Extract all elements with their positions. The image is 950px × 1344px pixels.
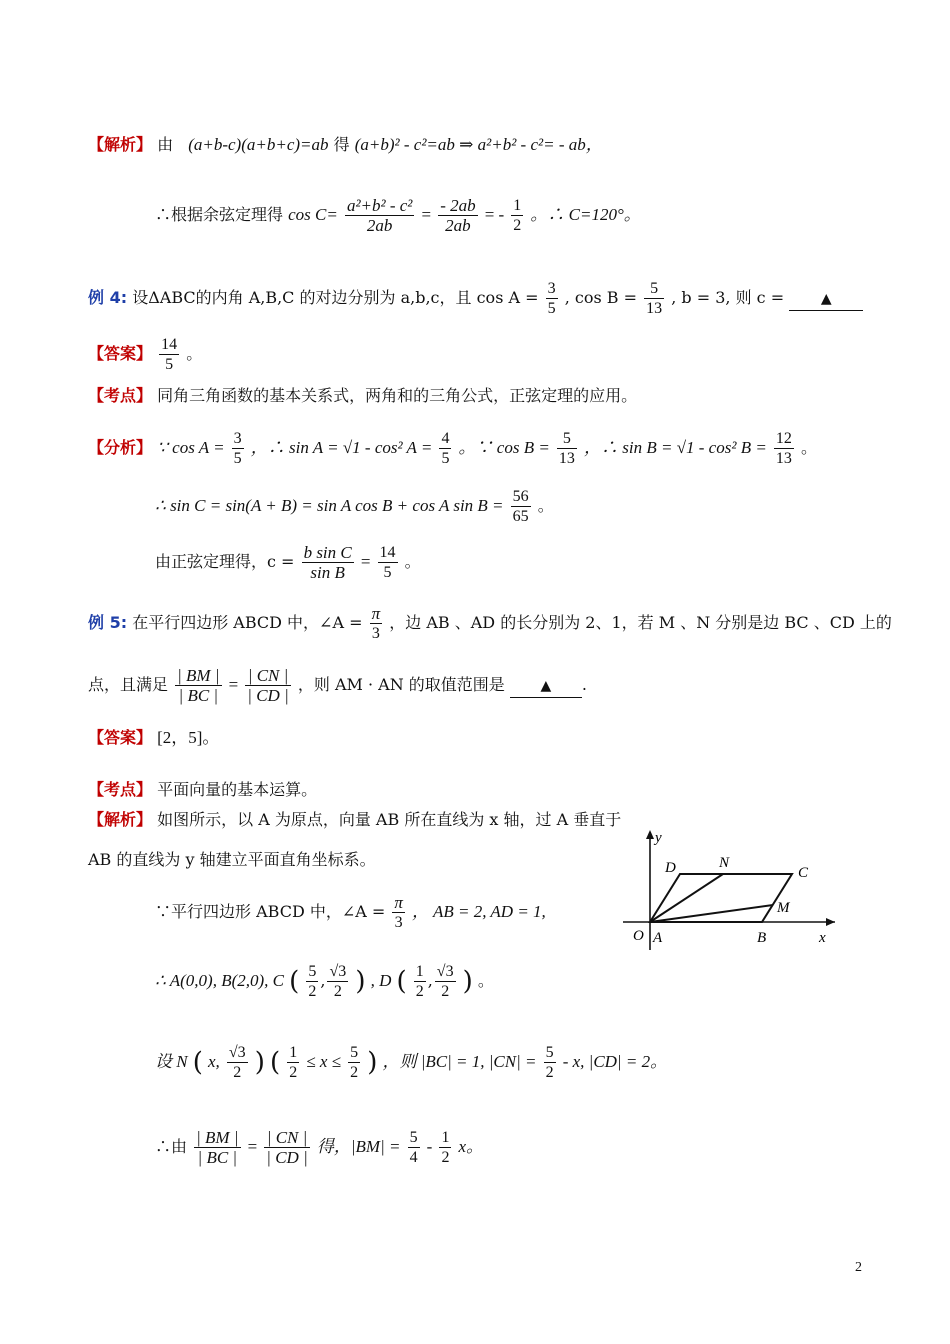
fraction-denominator: 5 xyxy=(233,450,242,467)
analysis-tag: 【解析】 xyxy=(88,810,153,829)
fraction-denominator: | CD | xyxy=(266,1148,308,1167)
ex4-f1-d: ，∴ sin B = √1 - cos² B = xyxy=(584,438,767,457)
fraction-numerator: | BM | xyxy=(196,1128,239,1147)
fraction xyxy=(774,429,794,468)
minus-sign: - xyxy=(426,1137,433,1156)
label-m: M xyxy=(777,900,790,916)
fraction-denominator: 2 xyxy=(545,1064,554,1081)
fraction-numerator: 14 xyxy=(161,336,178,353)
answer-blank: ▲ xyxy=(510,675,582,698)
fraction-numerator: 1 xyxy=(441,1129,450,1146)
ex5-sol-l4c: 。 xyxy=(477,971,494,990)
label-d: D xyxy=(665,860,676,876)
parallelogram-figure xyxy=(615,822,845,957)
fraction xyxy=(392,893,405,932)
ex5-label: 例 5: xyxy=(88,613,128,632)
ex4-f1-a: ∵ cos A = xyxy=(157,438,225,457)
answer-tail: 。 xyxy=(186,344,203,363)
ex4-f1-c: 。∵ cos B = xyxy=(458,438,550,457)
fraction-denominator: 2 xyxy=(415,983,424,1000)
fraction-numerator: | CN | xyxy=(264,1128,309,1148)
paren-open: ( xyxy=(396,966,407,997)
fraction-numerator: π xyxy=(394,893,403,912)
fraction xyxy=(408,1128,420,1167)
fraction-numerator: 12 xyxy=(775,430,792,447)
ex5-sol-l5a: 设 N xyxy=(155,1052,188,1071)
fraction-denominator: 2 xyxy=(289,1064,298,1081)
fraction-denominator: 13 xyxy=(558,450,575,467)
ex5-text2: ，边 AB 、AD 的长分别为 2、1，若 M 、N 分别是边 BC 、CD 上的 xyxy=(389,613,892,632)
fraction xyxy=(378,543,398,582)
fraction xyxy=(439,429,451,468)
ex4-f1-b: ，∴ sin A = √1 - cos² A = xyxy=(250,438,433,457)
ex5-sol-l5c: - x, |CD| = 2。 xyxy=(562,1052,668,1071)
y-axis-arrow xyxy=(646,830,654,839)
ex5-sol-l4b: , D xyxy=(370,971,392,990)
point-text: 同角三角函数的基本关系式，两角和的三角公式，正弦定理的应用。 xyxy=(157,386,638,405)
fraction xyxy=(306,962,318,1001)
answer-value: [2，5]。 xyxy=(157,728,220,747)
fraction-numerator: 5 xyxy=(350,1044,359,1061)
fraction-denominator: 2ab xyxy=(445,216,471,235)
fraction xyxy=(232,429,244,468)
paren-close: ) xyxy=(254,1047,265,1078)
ex4-analysis-line1 xyxy=(88,429,817,468)
ex3-solution-line1 xyxy=(88,134,603,156)
ex4-f2-a: ∴ sin C = sin(A + B) = sin A cos B + cos A sin B = xyxy=(155,496,504,515)
fraction-numerator: 1 xyxy=(415,963,424,980)
ex5-text4: ，则 AM · AN 的取值范围是 xyxy=(297,675,505,694)
ex5-sol-l5-x: x, xyxy=(207,1052,220,1071)
fraction-denominator: 2 xyxy=(441,983,450,1000)
fraction xyxy=(245,666,290,705)
ex4-f1-e: 。 xyxy=(801,438,818,457)
fraction xyxy=(194,1128,240,1167)
fraction xyxy=(511,487,531,526)
segment-am xyxy=(650,905,773,922)
fenxi-tag: 【分析】 xyxy=(88,438,153,457)
fraction-numerator: √3 xyxy=(436,963,454,980)
ex4-label: 例 4: xyxy=(88,288,128,307)
ex3-l1-expr1: (a+b-c)(a+b+c)=ab xyxy=(188,135,329,154)
paren-close: ) xyxy=(462,966,473,997)
ex4-f2-tail: 。 xyxy=(537,496,554,515)
ex5-sol-l4a: ∴ A(0,0), B(2,0), C xyxy=(155,971,285,990)
fraction-numerator: a²+b² - c² xyxy=(346,196,413,215)
fraction-numerator: 3 xyxy=(233,430,242,447)
fraction-numerator: 1 xyxy=(513,197,522,214)
ex4-text2: , cos B = xyxy=(564,288,638,307)
point-text: 平面向量的基本运算。 xyxy=(157,780,318,799)
fraction-numerator: 5 xyxy=(644,279,664,299)
fraction-denominator: 3 xyxy=(394,914,403,931)
fraction xyxy=(370,604,383,643)
fraction-denominator: 2 xyxy=(308,983,317,1000)
ex3-l1-expr2: (a+b)² - c²=ab ⇒ a²+b² - c²= - ab， xyxy=(354,135,603,154)
fraction-denominator: | CD | xyxy=(247,686,289,705)
ex4-f3-tail: 。 xyxy=(404,552,421,571)
equals-minus: = - xyxy=(484,205,505,224)
ex5-sol-l6a: ∴由 xyxy=(155,1137,188,1156)
fraction xyxy=(348,1043,360,1082)
fraction-denominator: 5 xyxy=(383,564,392,581)
fraction xyxy=(511,196,523,235)
fraction xyxy=(439,1128,451,1167)
fraction-denominator: 3 xyxy=(371,625,380,642)
answer-tag: 【答案】 xyxy=(88,728,153,747)
label-o: O xyxy=(633,928,644,944)
ex4-answer xyxy=(88,335,202,374)
fraction-numerator: 5 xyxy=(308,963,317,980)
equals-sign: = xyxy=(228,675,239,694)
fraction-denominator: | BC | xyxy=(178,686,219,705)
ex4-text1: 设ΔABC的内角 A,B,C 的对边分别为 a,b,c，且 cos A = xyxy=(132,288,539,307)
fraction-denominator: sin B xyxy=(310,563,345,582)
fraction-denominator: 2 xyxy=(350,1064,359,1081)
fraction-numerator: 5 xyxy=(545,1044,554,1061)
ex3-l1-mid: 得 xyxy=(333,135,350,154)
ex5-sol-l5-mid: ≤ x ≤ xyxy=(306,1052,342,1071)
label-b: B xyxy=(757,930,767,946)
label-y: y xyxy=(655,830,662,846)
ex5-sol-l6b: 得，|BM| = xyxy=(316,1137,401,1156)
ex5-sol-l6c: x。 xyxy=(458,1137,484,1156)
fraction xyxy=(264,1128,309,1167)
ex5-text1: 在平行四边形 ABCD 中，∠A = xyxy=(132,613,363,632)
fraction xyxy=(159,335,179,374)
ex5-question-line2 xyxy=(88,666,587,705)
fraction-denominator: 5 xyxy=(547,300,556,317)
fraction xyxy=(227,1043,248,1082)
answer-blank: ▲ xyxy=(789,288,863,311)
fraction xyxy=(438,196,477,235)
ex3-l1-prefix: 由 xyxy=(157,135,174,154)
answer-tag: 【答案】 xyxy=(88,344,153,363)
ex3-solution-line2 xyxy=(155,196,641,235)
ex5-sol-l3b: ， AB = 2, AD = 1, xyxy=(412,902,546,921)
fraction-numerator: 3 xyxy=(547,280,556,297)
fraction-denominator: 5 xyxy=(441,450,450,467)
label-a: A xyxy=(653,930,663,946)
paren-close: ) xyxy=(367,1047,378,1078)
fraction xyxy=(546,279,558,318)
segment-an xyxy=(650,874,723,922)
fraction-denominator: 13 xyxy=(646,300,663,317)
ex5-text3: 点，且满足 xyxy=(88,675,169,694)
fraction-denominator: 5 xyxy=(165,356,174,373)
paren-open: ( xyxy=(192,1047,203,1078)
ex5-sol-l5b: ，则 |BC| = 1, |CN| = xyxy=(382,1052,537,1071)
fraction xyxy=(175,666,221,705)
label-x: x xyxy=(819,930,826,946)
fraction xyxy=(435,962,456,1001)
analysis-tag: 【解析】 xyxy=(88,135,153,154)
fraction-numerator: | BM | xyxy=(177,666,220,685)
label-c: C xyxy=(798,865,809,881)
ex4-question xyxy=(88,279,863,318)
fraction-numerator: √3 xyxy=(329,963,347,980)
x-axis-arrow xyxy=(826,918,835,926)
ex5-sol-l2: AB 的直线为 y 轴建立平面直角坐标系。 xyxy=(88,850,376,869)
fraction-denominator: 2ab xyxy=(366,216,393,235)
fraction xyxy=(644,279,664,318)
fraction-numerator: - 2ab xyxy=(440,196,476,215)
fraction-denominator: | BC | xyxy=(197,1148,238,1167)
ex5-sol-l1: 如图所示，以 A 为原点，向量 AB 所在直线为 x 轴，过 A 垂直于 xyxy=(157,810,622,829)
ex5-solution-line3 xyxy=(155,893,546,932)
ex5-solution-line6 xyxy=(155,1128,483,1167)
fraction-denominator: 2 xyxy=(513,217,522,234)
ex4-f3-a: 由正弦定理得，c = xyxy=(155,552,295,571)
fraction-denominator: 4 xyxy=(409,1149,418,1166)
paren-open: ( xyxy=(289,966,300,997)
ex5-solution-line2 xyxy=(88,849,376,871)
fraction xyxy=(327,962,348,1001)
fraction xyxy=(287,1043,299,1082)
fraction-numerator: 4 xyxy=(441,430,450,447)
fraction-denominator: 13 xyxy=(775,450,792,467)
equals-sign: = xyxy=(360,552,371,571)
fraction xyxy=(345,196,414,235)
point-tag: 【考点】 xyxy=(88,780,153,799)
ex4-analysis-line3 xyxy=(155,543,421,582)
ex5-sol-l3a: ∵平行四边形 ABCD 中，∠A = xyxy=(155,902,386,921)
equals-sign: = xyxy=(247,1137,258,1156)
page-number: 2 xyxy=(855,1260,862,1275)
fraction xyxy=(302,543,354,582)
equals-sign: = xyxy=(421,205,432,224)
ex3-l2-prefix: ∴根据余弦定理得 xyxy=(155,205,284,224)
ex5-text4-tail: . xyxy=(581,675,587,694)
fraction-numerator: b sin C xyxy=(303,543,352,562)
fraction-numerator: 14 xyxy=(379,544,396,561)
fraction xyxy=(414,962,426,1001)
ex5-point xyxy=(88,779,317,801)
ex4-text3: , b = 3, 则 c = xyxy=(671,288,785,307)
ex5-solution-line4: ∴ A(0,0), B(2,0), C ( $\frac{5}{2}$ , $\frac{√3}{2}$ ) , D ( $\frac{1}{2}$ , $\frac{√3}{2}$ ) 。 xyxy=(155,963,494,1000)
ex4-point xyxy=(88,385,637,407)
fraction xyxy=(557,429,577,468)
fraction-numerator: 5 xyxy=(409,1129,418,1146)
fraction xyxy=(544,1043,556,1082)
ex4-analysis-line2 xyxy=(155,487,554,526)
fraction-numerator: 1 xyxy=(289,1044,298,1061)
ex5-answer xyxy=(88,727,219,749)
ex5-solution-line5 xyxy=(155,1043,667,1082)
fraction-denominator: 2 xyxy=(233,1064,242,1081)
ex3-l2-cos: cos C= xyxy=(288,205,338,224)
fraction-numerator: √3 xyxy=(228,1044,246,1061)
ex3-l2-tail: 。∴ C=120°。 xyxy=(530,205,641,224)
paren-close: ) xyxy=(355,966,366,997)
fraction-denominator: 2 xyxy=(441,1149,450,1166)
parallelogram-abcd xyxy=(650,874,792,922)
paren-open: ( xyxy=(269,1047,281,1078)
fraction-numerator: 56 xyxy=(512,488,529,505)
point-tag: 【考点】 xyxy=(88,386,153,405)
fraction-numerator: π xyxy=(371,604,381,623)
fraction-numerator: | CN | xyxy=(245,666,290,686)
fraction-denominator: 2 xyxy=(333,983,342,1000)
ex5-solution-line1 xyxy=(88,809,621,831)
fraction-numerator: 5 xyxy=(557,429,577,449)
label-n: N xyxy=(719,855,730,871)
ex5-question-line1 xyxy=(88,604,892,643)
fraction-denominator: 65 xyxy=(512,508,529,525)
